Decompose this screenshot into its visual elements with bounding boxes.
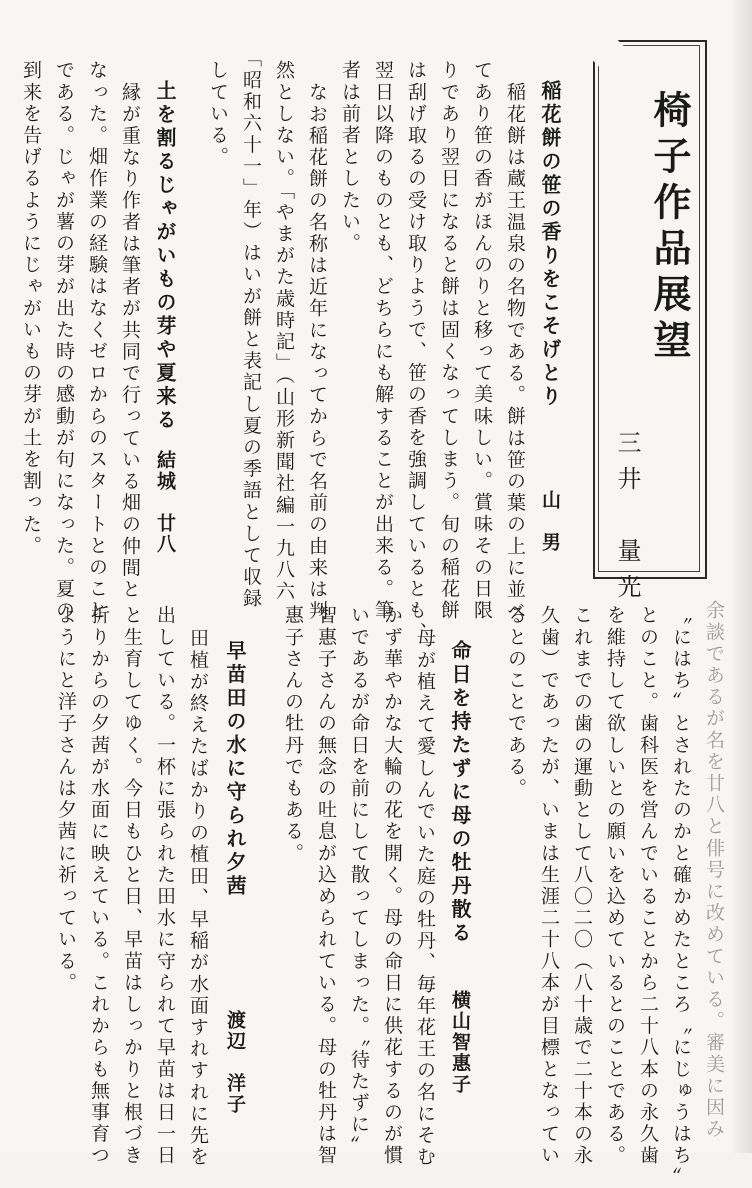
para-3-line-3: である。じゃが薯の芽が出た時の感動が句になった。夏の: [53, 60, 75, 622]
carry-line-6: 久歯）であったが、いまは生涯二十八本が目標となってい: [538, 605, 560, 1167]
haiku-2-author: 結城 廿八: [154, 450, 176, 555]
haiku-1-author: 山 男: [539, 490, 561, 553]
haiku-4-author: 渡辺 洋子: [224, 1010, 246, 1115]
para-4-line-2: かず華やかな大輪の花を開く。母の命日に供花するのが慣: [381, 605, 403, 1167]
para-3-line-2: なった。畑作業の経験はなくゼロからのスタートとのこと: [86, 60, 108, 622]
para-2-line-1: なお稲花餅の名称は近年になってからで名前の由来は判: [306, 82, 328, 622]
para-1-line-2: てあり笹の香がほんのりと移って美味しい。賞味その日限: [471, 60, 493, 622]
carry-line-5: これまでの歯の運動として八〇二〇（八十歳で二十本の永: [571, 605, 593, 1167]
essay-author: 三井 量光: [613, 430, 641, 610]
para-5-line-4: 折りからの夕茜が水面に映えている。これからも無事育つ: [88, 605, 110, 1167]
page-title: 椅子作品展望: [647, 90, 691, 366]
carry-line-1: 余談であるが名を廿八と俳号に改めている。審美に因み: [703, 600, 725, 1140]
para-4-line-3: いであるが命日を前にして散ってしまった。〝待たずに〟: [348, 605, 370, 1158]
carry-line-4: を維持して欲しいとの願いを込めているとのことである。: [604, 605, 626, 1167]
para-3-line-4: 到来を告げるようにじゃがいもの芽が土を割った。: [20, 60, 42, 557]
para-4-line-1: 母が植えて愛しんでいた庭の牡丹、毎年花王の名にそむ: [414, 628, 436, 1168]
carry-line-3: とのこと。歯科医を営んでいることから二十八本の永久歯: [637, 605, 659, 1167]
haiku-3: 命日を持たずに母の牡丹散る: [448, 640, 472, 946]
para-1-line-4: は刮げ取るの受け取りようで、笹の香を強調しているとも、: [405, 60, 427, 644]
para-1-line-1: 稲花餅は蔵王温泉の名物である。餅は笹の葉の上に並べ: [504, 82, 526, 622]
carry-line-7: るとのことである。: [505, 605, 527, 800]
para-1-line-6: 者は前者としたい。: [339, 60, 361, 255]
para-5-line-1: 田植が終えたばかりの植田、早稲が水面すれすれに先を: [187, 628, 209, 1168]
para-5-line-5: ようにと洋子さんは夕茜に祈っている。: [55, 605, 77, 994]
para-1-line-3: りであり翌日になると餅は固くなってしまう。旬の稲花餅: [438, 60, 460, 622]
haiku-4: 早苗田の水に守られ夕茜: [223, 640, 247, 899]
para-1-line-5: 翌日以降のものとも、どちらにも解することが出来る。筆: [372, 60, 394, 622]
para-5-line-3: と生育してゆく。今日もひと日、早苗はしっかりと根づき: [121, 605, 143, 1167]
carry-line-2: 〝にはち〟とされたのかと確かめたところ〝にじゅうはち〟: [670, 605, 692, 1188]
para-2-line-4: している。: [207, 60, 229, 168]
para-4-line-4: 智惠子さんの無念の吐息が込められている。母の牡丹は智: [315, 605, 337, 1167]
haiku-3-author: 横山智惠子: [449, 990, 471, 1095]
para-3-line-1: 縁が重なり作者は筆者が共同で行っている畑の仲間と: [119, 82, 141, 601]
haiku-1: 稲花餅の笹の香りをこそげとり: [538, 80, 562, 409]
para-2-line-2: 然としない。「やまがた歳時記」（山形新聞社編一九八六: [273, 60, 295, 603]
para-4-line-5: 惠子さんの牡丹でもある。: [282, 605, 304, 865]
haiku-2: 土を割るじゃがいもの芽や夏来る: [153, 80, 177, 433]
page-edge-shadow: [730, 0, 752, 1153]
para-2-line-3: 「昭和六十一」年）はいが餅と表記し夏の季語として収録: [240, 48, 262, 610]
para-5-line-2: 出している。一杯に張られた田水に守られて早苗は日一日: [154, 605, 176, 1167]
